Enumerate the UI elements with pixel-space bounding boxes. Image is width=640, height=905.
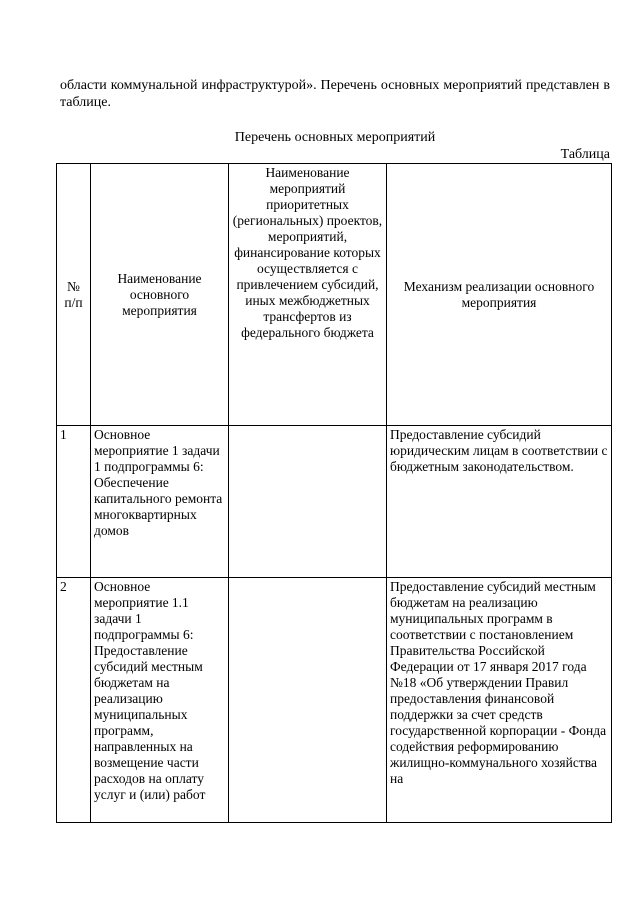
table-caption: Перечень основных мероприятий [234,130,436,145]
row-measure-name: Основное мероприятие 1 задачи 1 подпрограммы 6: Обеспечение капитального ремонта многоквартирных домов [91,426,229,578]
table-label: Таблица [560,147,610,162]
measures-table [56,163,612,823]
row-mechanism: Предоставление субсидий юридическим лицам в соответствии с бюджетным законодательством. [387,426,612,578]
header-priority-projects: Наименование мероприятий приоритетных (региональных) проектов, мероприятий, финансирование которых осуществляется с привлечением субсидий, иных межбюджетных трансфертов из федерального бюджета [229,164,387,426]
table-row [57,578,612,823]
row-measure-name: Основное мероприятие 1.1 задачи 1 подпрограммы 6: Предоставление субсидий местным бюджетам на реализацию муниципальных программ, направленных на возмещение части расходов на оплату услуг и (или) работ [91,578,229,823]
row-number: 1 [57,426,91,578]
row-priority-projects [229,426,387,578]
row-number: 2 [57,578,91,823]
row-mechanism: Предоставление субсидий местным бюджетам на реализацию муниципальных программ в соответствии с постановлением Правительства Российской Федерации от 17 января 2017 года №18 «Об утверждении Правил предоставления финансовой поддержки за счет средств государственной корпорации - Фонда содействия реформированию жилищно-коммунального хозяйства на [387,578,612,823]
intro-paragraph: области коммунальной инфраструктурой». Перечень основных мероприятий представлен в таблице. [60,78,610,110]
table-row [57,426,612,578]
header-measure-name: Наименование основного мероприятия [91,164,229,426]
table-header-row [57,164,612,426]
header-number: № п/п [57,164,91,426]
header-mechanism: Механизм реализации основного мероприятия [387,164,612,426]
row-priority-projects [229,578,387,823]
